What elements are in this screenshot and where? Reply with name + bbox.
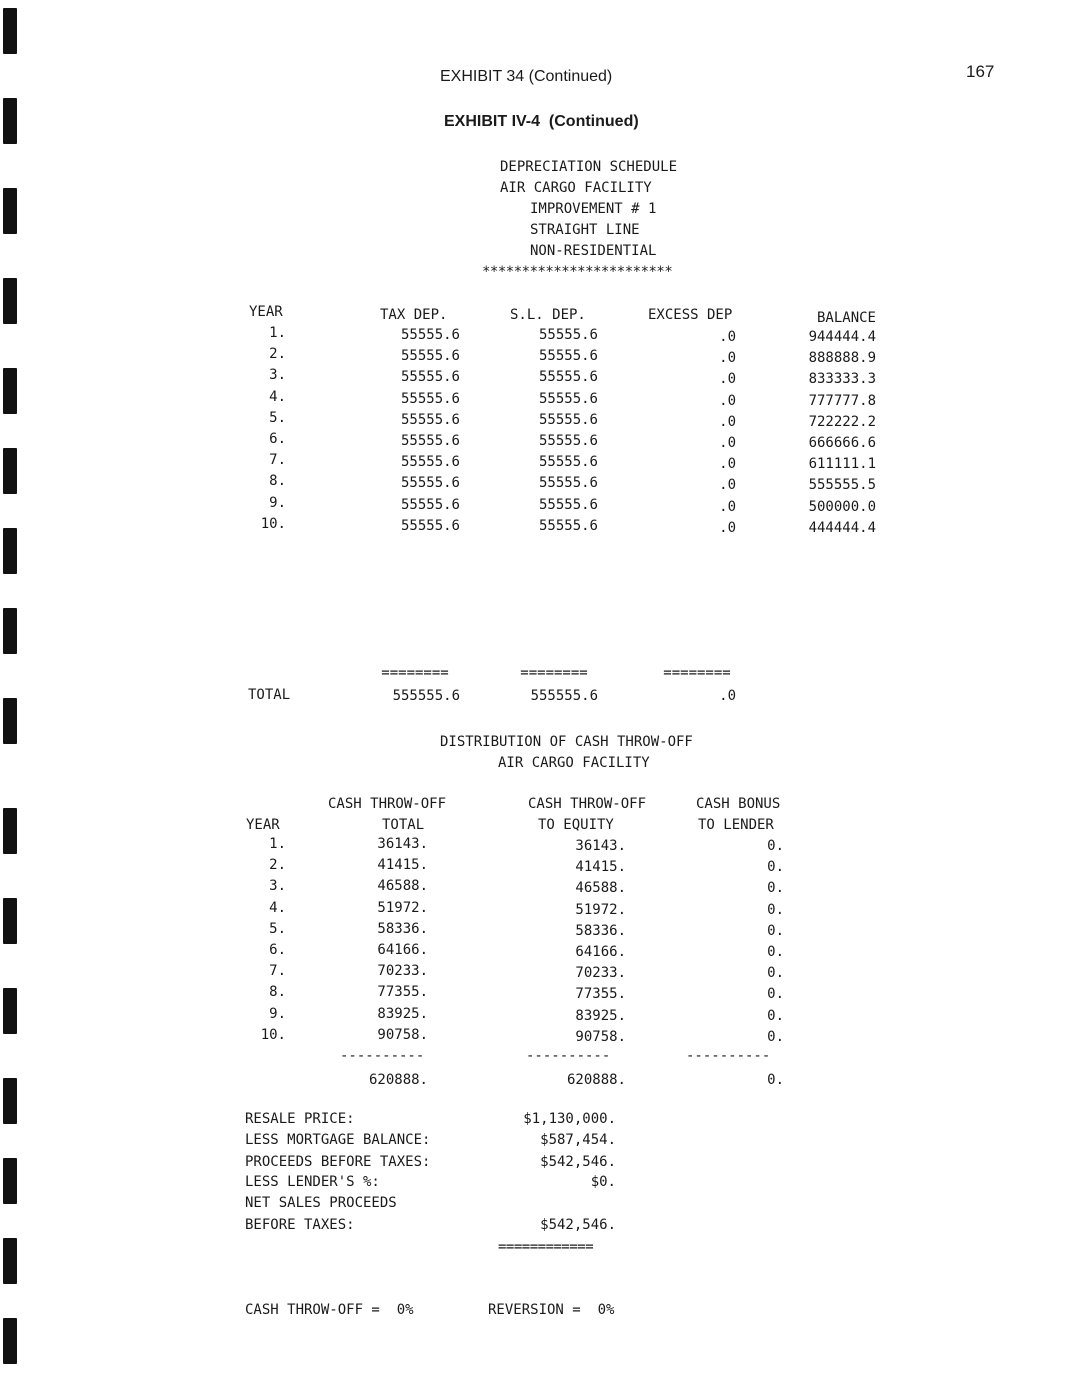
balance-cell: 833333.3 [808,371,876,388]
cto-total-cell: 41415. [377,857,428,874]
total-excess-dep: .0 [719,688,736,704]
cash-bonus-cell: 0. [767,1007,784,1024]
cto-equity-cell: 51972. [575,901,626,918]
balance-cell: 500000.0 [808,498,876,515]
cto-equity-cell: 58336. [575,922,626,939]
col-header-sl-dep: S.L. DEP. [510,307,586,323]
sl-dep-cell: 55555.6 [538,327,598,343]
tax-dep-cell: 55555.6 [400,496,460,513]
binding-mark [3,528,17,574]
cto-total-cell: 77355. [377,984,428,1001]
cto-equity-cell: 90758. [575,1028,626,1045]
col-header-cash-bonus-1: CASH BONUS [696,796,781,812]
excess-dep-cell: .0 [719,413,736,430]
cash-bonus-cell: 0. [767,965,784,982]
col-header-year: YEAR [246,817,280,833]
binding-mark [3,1078,17,1124]
cto-total-cell: 90758. [377,1026,428,1043]
year-cell: 4. [269,388,286,405]
total-cto-equity: 620888. [566,1072,626,1088]
balance-cell: 444444.4 [808,519,876,536]
sl-dep-cell: 55555.6 [538,411,598,428]
total-tax-dep: 555555.6 [392,688,460,704]
distribution-title: DISTRIBUTION OF CASH THROW-OFF [440,734,693,750]
year-cell: 1. [269,836,286,852]
balance-cell: 722222.2 [808,413,876,430]
year-cell: 3. [269,367,286,384]
binding-mark [3,1158,17,1204]
cto-total-cell: 46588. [377,878,428,895]
binding-mark [3,8,17,54]
excess-dep-cell: .0 [719,329,736,345]
excess-dep-cell: .0 [719,371,736,388]
col-header-cto-total-1: CASH THROW-OFF [328,796,447,812]
binding-mark [3,698,17,744]
resale-separator: ============ [498,1239,594,1255]
balance-cell: 666666.6 [808,435,876,451]
cto-total-cell: 83925. [377,1005,428,1022]
sl-dep-cell: 55555.6 [538,390,598,407]
cto-total-cell: 64166. [377,942,428,958]
year-cell: 9. [269,1005,286,1022]
cash-bonus-cell: 0. [767,838,784,854]
exhibit-title: EXHIBIT 34 (Continued) [440,68,613,85]
separator: ---------- [526,1048,611,1064]
year-cell: 10. [260,1026,286,1043]
year-cell: 2. [269,346,286,363]
col-header-year: YEAR [249,304,283,320]
distribution-subtitle: AIR CARGO FACILITY [498,755,650,771]
footer-cash-throw-off: CASH THROW-OFF = 0% [245,1302,414,1318]
binding-mark [3,448,17,494]
balance-cell: 611111.1 [808,456,876,473]
year-cell: 8. [269,473,286,490]
binding-mark [3,188,17,234]
year-cell: 9. [269,494,286,511]
cto-equity-cell: 83925. [575,1007,626,1024]
year-cell: 4. [269,899,286,916]
excess-dep-cell: .0 [719,498,736,515]
year-cell: 8. [269,984,286,1001]
binding-mark [3,988,17,1034]
year-cell: 1. [269,325,286,341]
cash-bonus-cell: 0. [767,1028,784,1045]
resale-value: $542,546. [540,1154,616,1170]
year-cell: 2. [269,857,286,874]
resale-label: LESS LENDER'S %: [245,1174,380,1190]
star-divider: ************************ [482,264,673,280]
tax-dep-cell: 55555.6 [400,327,460,343]
total-cto: 620888. [368,1072,428,1088]
cto-equity-cell: 46588. [575,880,626,897]
col-header-tax-dep: TAX DEP. [380,307,448,323]
balance-cell: 888888.9 [808,350,876,367]
cto-equity-cell: 36143. [575,838,626,854]
total-sl-dep: 555555.6 [530,688,598,704]
separator: ---------- [340,1048,425,1064]
excess-dep-cell: .0 [719,392,736,409]
cto-equity-cell: 70233. [575,965,626,982]
year-cell: 5. [269,409,286,426]
depreciation-title-line: NON-RESIDENTIAL [530,243,657,259]
cash-bonus-cell: 0. [767,944,784,960]
depreciation-title-line: AIR CARGO FACILITY [500,180,652,196]
excess-dep-cell: .0 [719,477,736,494]
binding-mark [3,608,17,654]
cash-bonus-cell: 0. [767,986,784,1003]
tax-dep-cell: 55555.6 [400,411,460,428]
cto-total-cell: 70233. [377,963,428,980]
balance-cell: 555555.5 [808,477,876,494]
tax-dep-cell: 55555.6 [400,369,460,386]
binding-mark [3,1318,17,1364]
resale-label: BEFORE TAXES: [245,1217,355,1233]
cash-bonus-cell: 0. [767,922,784,939]
tax-dep-cell: 55555.6 [400,517,460,534]
sl-dep-cell: 55555.6 [538,348,598,365]
cto-equity-cell: 64166. [575,944,626,960]
year-cell: 3. [269,878,286,895]
sl-dep-cell: 55555.6 [538,517,598,534]
resale-label: LESS MORTGAGE BALANCE: [245,1132,431,1148]
sl-dep-cell: 55555.6 [538,369,598,386]
balance-cell: 777777.8 [808,392,876,409]
exhibit-subtitle: EXHIBIT IV-4 (Continued) [444,113,639,130]
resale-value: $542,546. [540,1217,616,1233]
col-header-excess-dep: EXCESS DEP [648,307,733,323]
cash-bonus-cell: 0. [767,901,784,918]
col-header-cto-equity-2: TO EQUITY [538,817,614,833]
resale-label: NET SALES PROCEEDS [245,1195,397,1211]
sl-dep-cell: 55555.6 [538,454,598,471]
col-header-cto-total-2: TOTAL [382,817,425,833]
depreciation-title-line: STRAIGHT LINE [530,222,640,238]
year-cell: 5. [269,920,286,937]
tax-dep-cell: 55555.6 [400,390,460,407]
cto-equity-cell: 77355. [575,986,626,1003]
year-cell: 6. [269,942,286,958]
binding-mark [3,808,17,854]
col-header-balance: BALANCE [816,310,876,326]
sl-dep-cell: 55555.6 [538,496,598,513]
tax-dep-cell: 55555.6 [400,475,460,492]
resale-value: $587,454. [540,1132,616,1148]
balance-cell: 944444.4 [808,329,876,345]
cto-total-cell: 58336. [377,920,428,937]
cto-total-cell: 36143. [377,836,428,852]
year-cell: 7. [269,452,286,469]
cto-equity-cell: 41415. [575,859,626,876]
binding-mark [3,98,17,144]
tax-dep-cell: 55555.6 [400,433,460,449]
binding-mark [3,898,17,944]
col-header-cto-equity-1: CASH THROW-OFF [528,796,647,812]
total-label: TOTAL [248,687,291,703]
binding-mark [3,368,17,414]
tax-dep-cell: 55555.6 [400,454,460,471]
cash-bonus-cell: 0. [767,859,784,876]
tax-dep-cell: 55555.6 [400,348,460,365]
col-header-cash-bonus-2: TO LENDER [698,817,774,833]
footer-reversion: REVERSION = 0% [488,1302,615,1318]
resale-label: PROCEEDS BEFORE TAXES: [245,1154,431,1170]
excess-dep-cell: .0 [719,519,736,536]
separator: ======== [663,665,731,681]
separator: ======== [381,665,449,681]
binding-mark [3,278,17,324]
separator: ======== [520,665,588,681]
page-number: 167 [966,62,995,81]
excess-dep-cell: .0 [719,435,736,451]
excess-dep-cell: .0 [719,350,736,367]
sl-dep-cell: 55555.6 [538,433,598,449]
depreciation-title-line: IMPROVEMENT # 1 [530,201,657,217]
resale-value: $1,130,000. [523,1111,616,1127]
resale-label: RESALE PRICE: [245,1111,355,1127]
depreciation-title-line: DEPRECIATION SCHEDULE [500,159,678,175]
cto-total-cell: 51972. [377,899,428,916]
cash-bonus-cell: 0. [767,880,784,897]
year-cell: 6. [269,431,286,447]
binding-holes [0,0,20,1380]
binding-mark [3,1238,17,1284]
year-cell: 10. [260,515,286,532]
year-cell: 7. [269,963,286,980]
separator: ---------- [686,1048,771,1064]
total-cash-bonus: 0. [767,1072,784,1088]
excess-dep-cell: .0 [719,456,736,473]
resale-value: $0. [590,1174,616,1190]
sl-dep-cell: 55555.6 [538,475,598,492]
